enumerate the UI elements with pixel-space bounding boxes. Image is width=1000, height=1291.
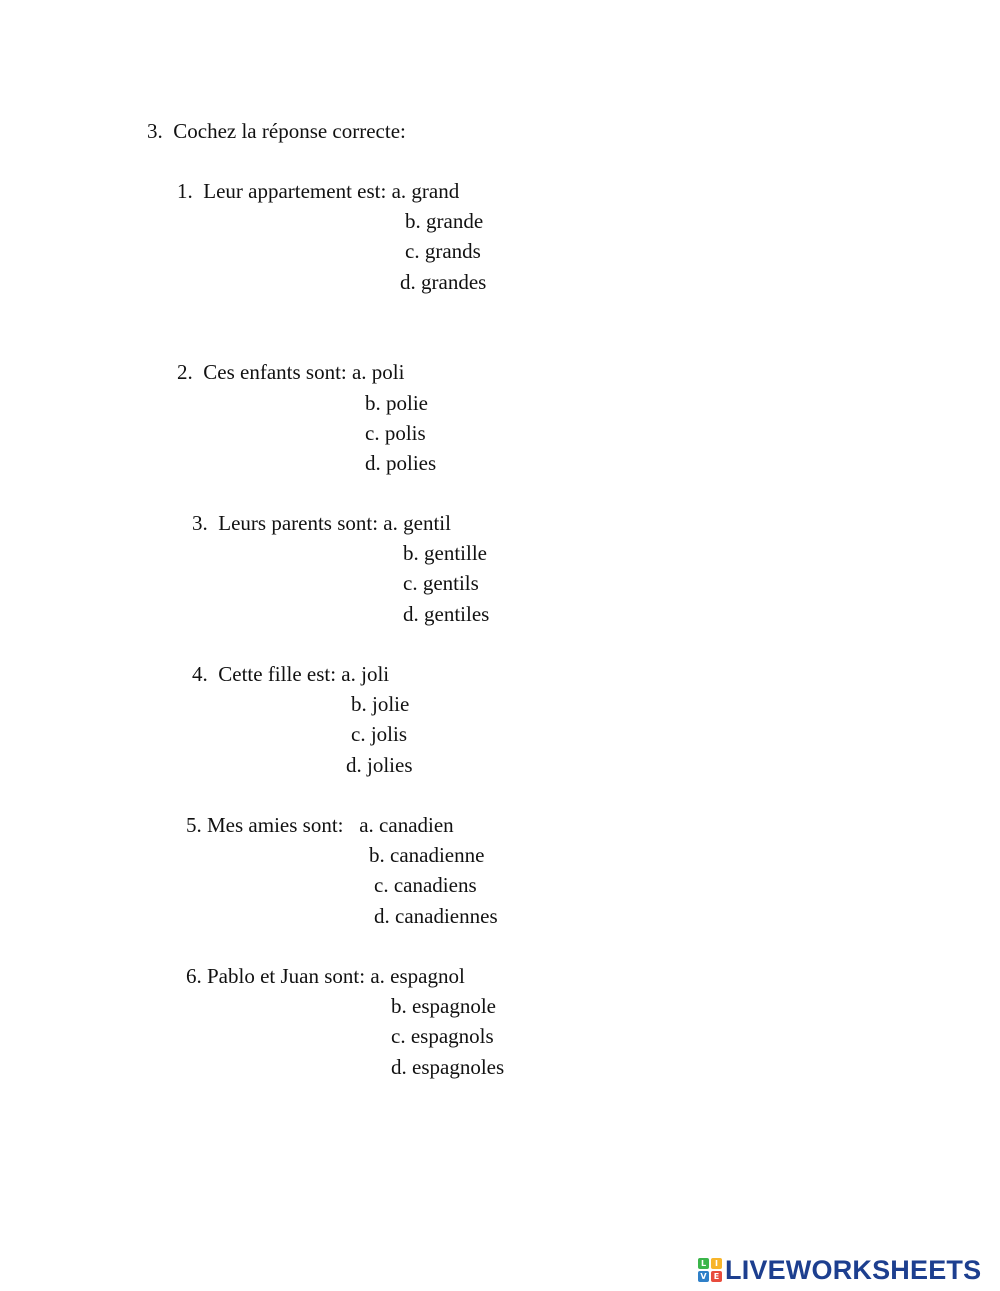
logo-mark-tile-e: E [711,1271,722,1282]
logo-mark-tile-l: L [698,1258,709,1269]
question-5-stem: 5. Mes amies sont: a. canadien [186,813,454,837]
question-3-stem: 3. Leurs parents sont: a. gentil [192,511,451,535]
question-4-option-c[interactable]: c. jolis [351,722,407,746]
question-5-option-c[interactable]: c. canadiens [374,873,477,897]
liveworksheets-logo-text: LIVEWORKSHEETS [725,1254,982,1285]
question-6-option-b[interactable]: b. espagnole [391,994,496,1018]
question-5-option-d[interactable]: d. canadiennes [374,904,498,928]
question-1-option-c[interactable]: c. grands [405,239,481,263]
liveworksheets-logo-mark-icon [698,1258,722,1282]
question-2-option-c[interactable]: c. polis [365,421,426,445]
logo-mark-tile-i: I [711,1258,722,1269]
question-4-stem: 4. Cette fille est: a. joli [192,662,390,686]
question-6-option-d[interactable]: d. espagnoles [391,1055,505,1079]
exercise-heading: 3. Cochez la réponse correcte: [147,119,406,143]
question-3-option-d[interactable]: d. gentiles [403,602,490,626]
question-2-option-b[interactable]: b. polie [365,391,428,415]
liveworksheets-logo [698,1256,981,1284]
question-1-stem: 1. Leur appartement est: a. grand [177,179,460,203]
question-5-option-b[interactable]: b. canadienne [369,843,485,867]
logo-mark-tile-v: V [698,1271,709,1282]
question-2-option-d[interactable]: d. polies [365,451,437,475]
question-6-stem: 6. Pablo et Juan sont: a. espagnol [186,964,465,988]
question-3-option-b[interactable]: b. gentille [403,541,487,565]
question-6-option-c[interactable]: c. espagnols [391,1024,494,1048]
question-3-option-c[interactable]: c. gentils [403,571,479,595]
question-4-option-b[interactable]: b. jolie [351,692,410,716]
question-2-stem: 2. Ces enfants sont: a. poli [177,360,405,384]
question-1-option-d[interactable]: d. grandes [400,270,487,294]
question-4-option-d[interactable]: d. jolies [346,753,413,777]
question-1-option-b[interactable]: b. grande [405,209,484,233]
